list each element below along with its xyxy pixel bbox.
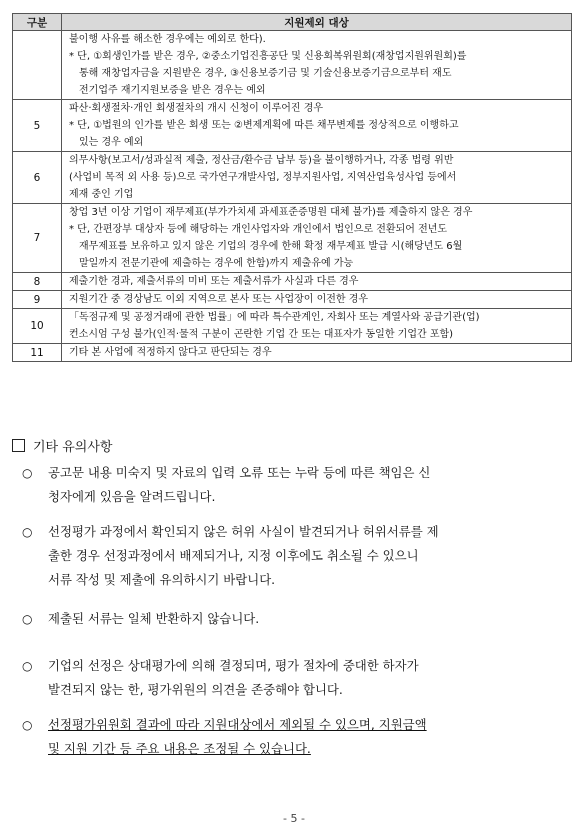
row-content [62, 152, 572, 204]
page-number: - 5 - [283, 812, 305, 825]
note-item [22, 713, 570, 761]
content-line: 제재 중인 기업 [69, 189, 134, 200]
table-row [13, 309, 572, 344]
row-content [62, 31, 572, 100]
row-number: 10 [13, 309, 62, 344]
row-content [62, 273, 572, 291]
note-line: 기업의 선정은 상대평가에 의해 결정되며, 평가 절차에 중대한 하자가 [48, 658, 419, 673]
content-line: 지원기간 중 경상남도 이외 지역으로 본사 또는 사업장이 이전한 경우 [69, 294, 369, 305]
content-line: 기타 본 사업에 적정하지 않다고 판단되는 경우 [69, 347, 272, 358]
table-row [13, 273, 572, 291]
row-number: 6 [13, 152, 62, 204]
table-header-row [13, 14, 572, 31]
note-line: 및 지원 기간 등 주요 내용은 조정될 수 있습니다. [48, 741, 311, 756]
note-line: * 단, 간편장부 대상자 등에 해당하는 개인사업자와 개인에서 법인으로 전환되어 전년도 [69, 224, 448, 235]
content-line: 전기업주 재기지원보증을 받은 경우는 예외 [79, 85, 266, 96]
table-row [13, 344, 572, 362]
checkbox-square-icon [12, 439, 25, 452]
row-number: 5 [13, 100, 62, 152]
note-line: 공고문 내용 미숙지 및 자료의 입력 오류 또는 누락 등에 따른 책임은 신 [48, 465, 431, 480]
note-line: 출한 경우 선정과정에서 배제되거나, 지정 이후에도 취소될 수 있으니 [48, 548, 419, 563]
circle-bullet-icon: ○ [22, 718, 33, 732]
content-line: 재무제표를 보유하고 있지 않은 기업의 경우에 한해 확정 재무제표 발급 시(해당년도 6월 [79, 241, 463, 252]
note-line: 선정평가위원회 결과에 따라 지원대상에서 제외될 수 있으며, 지원금액 [48, 717, 427, 732]
table-row [13, 100, 572, 152]
note-line: 제출된 서류는 일체 반환하지 않습니다. [48, 611, 260, 626]
content-line: 말일까지 전문기관에 제출하는 경우에 한함)까지 제출유예 가능 [79, 258, 354, 269]
circle-bullet-icon: ○ [22, 525, 33, 539]
table-row [13, 204, 572, 273]
row-number: 7 [13, 204, 62, 273]
note-item [22, 520, 570, 592]
section-title-text: 기타 유의사항 [33, 440, 113, 455]
circle-bullet-icon: ○ [22, 612, 33, 626]
row-content [62, 344, 572, 362]
exclusion-table [12, 13, 572, 362]
row-number: 9 [13, 291, 62, 309]
content-line: 통해 재창업자금을 지원받은 경우, ③신용보증기금 및 기술신용보증기금으로부터 재도 [79, 68, 452, 79]
content-line: (사업비 목적 외 사용 등)으로 국가연구개발사업, 정부지원사업, 지역산업육성사업 등에서 [69, 172, 457, 183]
note-item [22, 607, 570, 631]
row-content [62, 204, 572, 273]
section-title [12, 436, 112, 455]
content-line: 창업 3년 이상 기업이 재무제표(부가가치세 과세표준증명원 대체 불가)를 제출하지 않은 경우 [69, 207, 473, 218]
table-body [13, 31, 572, 362]
row-content [62, 100, 572, 152]
table-row [13, 291, 572, 309]
note-line: 청자에게 있음을 알려드립니다. [48, 489, 216, 504]
note-item [22, 654, 570, 702]
header-category: 구분 [13, 14, 62, 31]
note-line: * 단, ①회생인가를 받은 경우, ②중소기업진흥공단 및 신용회복위원회(재창업지원위원회)를 [69, 51, 467, 62]
table-row [13, 31, 572, 100]
note-line: * 단, ①법원의 인가를 받은 회생 또는 ②변제계획에 따른 채무변제를 정상적으로 이행하고 [69, 120, 459, 131]
header-exclusion-target: 지원제외 대상 [62, 14, 572, 31]
content-line: 있는 경우 예외 [79, 137, 144, 148]
content-line: 제출기한 경과, 제출서류의 미비 또는 제출서류가 사실과 다른 경우 [69, 276, 359, 287]
row-content [62, 291, 572, 309]
note-line: 서류 작성 및 제출에 유의하시기 바랍니다. [48, 572, 276, 587]
row-number [13, 31, 62, 100]
row-content [62, 309, 572, 344]
circle-bullet-icon: ○ [22, 466, 33, 480]
row-number: 11 [13, 344, 62, 362]
content-line: 의무사항(보고서/성과실적 제출, 정산금/환수금 납부 등)을 불이행하거나, 각종 법령 위반 [69, 155, 454, 166]
row-number: 8 [13, 273, 62, 291]
content-line: 「독점규제 및 공정거래에 관한 법률」에 따라 특수관계인, 자회사 또는 계열사와 공급기관(업) [69, 312, 480, 323]
circle-bullet-icon: ○ [22, 659, 33, 673]
note-item [22, 461, 570, 509]
content-line: 파산·회생절차·개인 회생절차의 개시 신청이 이루어진 경우 [69, 103, 324, 114]
content-line: 컨소시엄 구성 불가(인적·물적 구분이 곤란한 기업 간 또는 대표자가 동일한 기업간 포함) [69, 329, 454, 340]
note-line: 선정평가 과정에서 확인되지 않은 허위 사실이 발견되거나 허위서류를 제 [48, 524, 439, 539]
table-row [13, 152, 572, 204]
content-line: 불이행 사유를 해소한 경우에는 예외로 한다). [69, 34, 266, 45]
note-line: 발견되지 않는 한, 평가위원의 의견을 존중해야 합니다. [48, 682, 343, 697]
